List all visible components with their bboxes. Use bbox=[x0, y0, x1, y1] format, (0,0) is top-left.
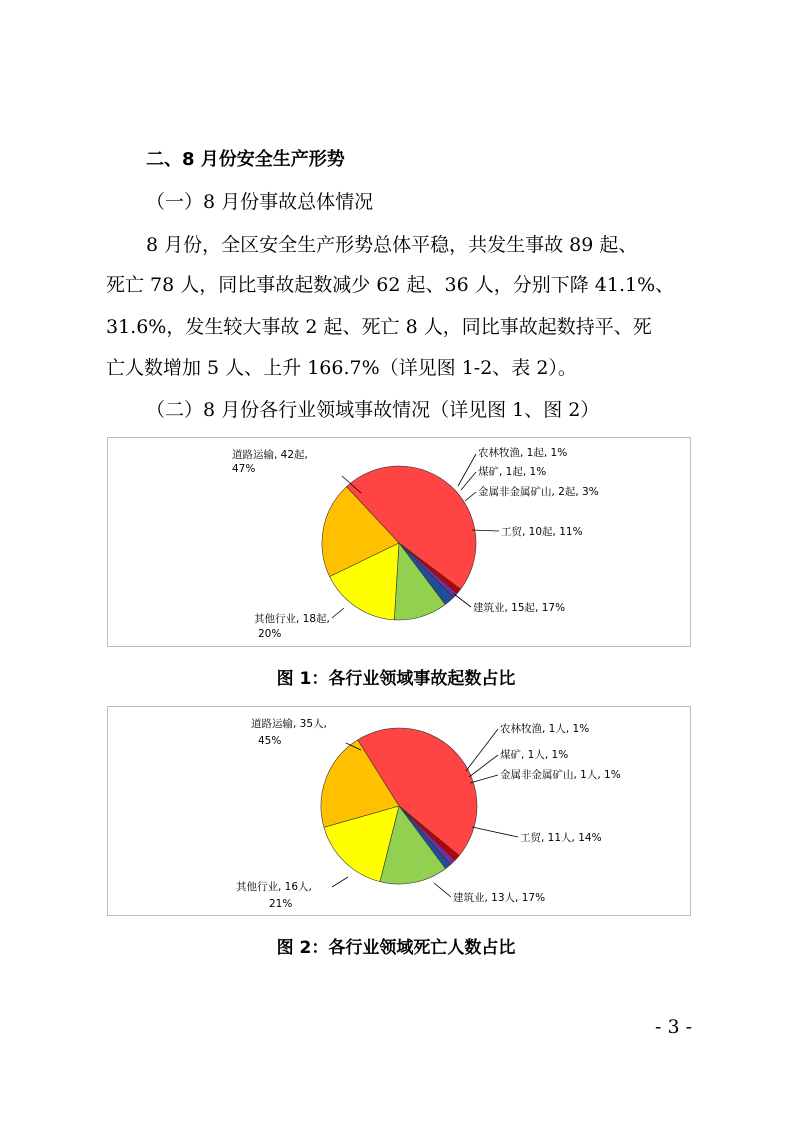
leader-line-other bbox=[332, 608, 344, 618]
label-road-transport: 道路运输, 42起, bbox=[232, 449, 308, 461]
leader-line-agriculture bbox=[458, 454, 476, 486]
caption-figure-2: 图 2：各行业领域死亡人数占比 bbox=[276, 938, 516, 958]
paragraph-line-4: 亡人数增加 5 人、上升 166.7%（详见图 1-2、表 2）。 bbox=[106, 357, 577, 379]
label-coal-mine: 煤矿, 1起, 1% bbox=[478, 466, 547, 478]
leader-line-metal-mine bbox=[465, 492, 476, 501]
label-coal-mine: 煤矿, 1人, 1% bbox=[500, 749, 569, 761]
pie-chart-accidents-svg bbox=[108, 438, 690, 646]
paragraph-line-2: 死亡 78 人，同比事故起数减少 62 起、36 人，分别下降 41.1%、 bbox=[106, 274, 675, 296]
label-road-transport-pct: 47% bbox=[232, 463, 256, 475]
label-agriculture: 农林牧渔, 1人, 1% bbox=[500, 723, 590, 735]
page-number: - 3 - bbox=[654, 1016, 692, 1038]
label-other: 其他行业, 18起, bbox=[254, 613, 330, 625]
label-road-transport-pct: 45% bbox=[258, 735, 282, 747]
label-metal-mine: 金属非金属矿山, 1人, 1% bbox=[500, 769, 621, 781]
leader-line-agriculture bbox=[466, 729, 498, 771]
pie-chart-deaths-svg bbox=[108, 707, 690, 915]
caption-figure-1: 图 1：各行业领域事故起数占比 bbox=[276, 669, 516, 689]
subheading-industry: （二）8 月份各行业领域事故情况（详见图 1、图 2） bbox=[146, 399, 600, 421]
subheading-overall: （一）8 月份事故总体情况 bbox=[146, 191, 374, 213]
label-road-transport: 道路运输, 35人, bbox=[251, 718, 327, 730]
leader-line-construction bbox=[454, 594, 471, 607]
pie-chart-accidents bbox=[107, 437, 691, 647]
label-agriculture: 农林牧渔, 1起, 1% bbox=[478, 447, 568, 459]
leader-line-industry-trade bbox=[472, 827, 518, 837]
label-construction: 建筑业, 15起, 17% bbox=[473, 602, 566, 614]
label-other-pct: 21% bbox=[269, 898, 293, 910]
label-industry-trade: 工贸, 11人, 14% bbox=[520, 832, 602, 844]
paragraph-line-1: 8 月份，全区安全生产形势总体平稳，共发生事故 89 起、 bbox=[146, 234, 638, 256]
leader-line-construction bbox=[434, 883, 451, 897]
pie-chart-deaths bbox=[107, 706, 691, 916]
section-heading: 二、8 月份安全生产形势 bbox=[146, 149, 345, 170]
leader-line-other bbox=[332, 877, 348, 887]
label-metal-mine: 金属非金属矿山, 2起, 3% bbox=[478, 486, 599, 498]
label-industry-trade: 工贸, 10起, 11% bbox=[501, 526, 583, 538]
leader-line-metal-mine bbox=[470, 775, 498, 783]
paragraph-line-3: 31.6%，发生较大事故 2 起、死亡 8 人，同比事故起数持平、死 bbox=[106, 316, 652, 338]
leader-line-coal-mine bbox=[469, 755, 498, 777]
leader-line-coal-mine bbox=[461, 472, 476, 490]
label-other-pct: 20% bbox=[258, 628, 282, 640]
leader-line-industry-trade bbox=[472, 530, 499, 531]
label-construction: 建筑业, 13人, 17% bbox=[453, 892, 546, 904]
label-other: 其他行业, 16人, bbox=[236, 881, 312, 893]
